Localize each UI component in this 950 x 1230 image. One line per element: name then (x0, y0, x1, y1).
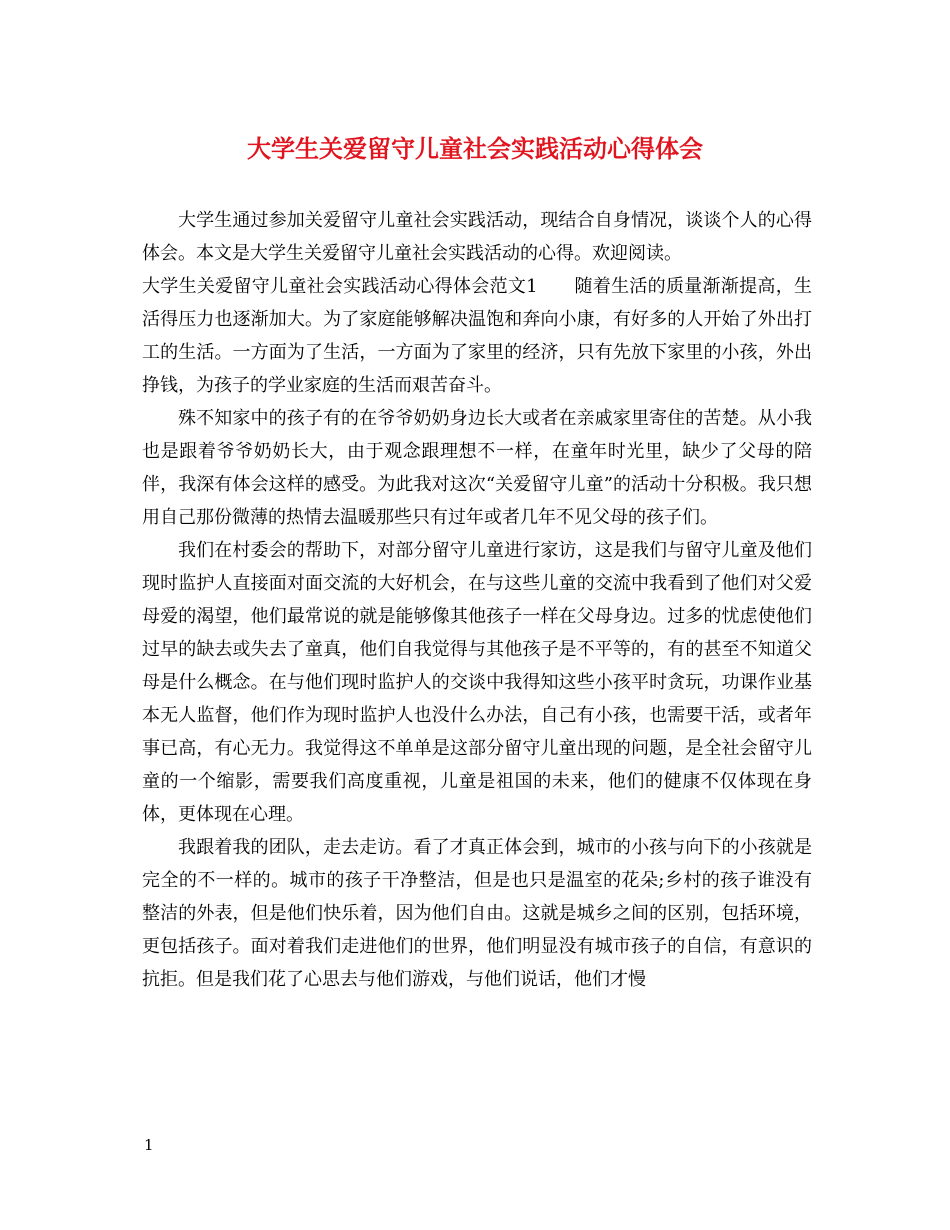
paragraph-sample-heading: 大学生关爱留守儿童社会实践活动心得体会范文1 随着生活的质量渐渐提高，生活得压力也逐渐加大。为了家庭能够解决温饱和奔向小康，有好多的人开始了外出打工的生活。一方面为了生活，一方面为了家里的经济，只有先放下家里的小孩，外出挣钱，为孩子的学业家庭的生活而艰苦奋斗。 (142, 276, 812, 396)
document-title: 大学生关爱留守儿童社会实践活动心得体会 (247, 134, 703, 163)
paragraph-city-rural: 我跟着我的团队，走去走访。看了才真正体会到，城市的小孩与向下的小孩就是完全的不一样的。城市的孩子干净整洁，但是也只是温室的花朵;乡村的孩子谁没有整洁的外表，但是他们快乐着，因为他们自由。这就是城乡之间的区别，包括环境，更包括孩子。面对着我们走进他们的世界，他们明显没有城市孩子的自信，有意识的抗拒。但是我们花了心思去与他们游戏，与他们说话，他们才慢 (142, 837, 812, 990)
paragraph-intro: 大学生通过参加关爱留守儿童社会实践活动，现结合自身情况，谈谈个人的心得体会。本文是大学生关爱留守儿童社会实践活动的心得。欢迎阅读。 (142, 210, 812, 264)
paragraph-childhood: 殊不知家中的孩子有的在爷爷奶奶身边长大或者在亲戚家里寄住的苦楚。从小我也是跟着爷爷奶奶长大，由于观念跟理想不一样，在童年时光里，缺少了父母的陪伴，我深有体会这样的感受。为此我对这次“关爱留守儿童”的活动十分积极。我只想用自己那份微薄的热情去温暖那些只有过年或者几年不见父母的孩子们。 (142, 408, 812, 528)
paragraph-home-visit: 我们在村委会的帮助下，对部分留守儿童进行家访，这是我们与留守儿童及他们现时监护人直接面对面交流的大好机会，在与这些儿童的交流中我看到了他们对父爱母爱的渴望，他们最常说的就是能够像其他孩子一样在父母身边。过多的忧虑使他们过早的缺去或失去了童真，他们自我觉得与其他孩子是不平等的，有的甚至不知道父母是什么概念。在与他们现时监护人的交谈中我得知这些小孩平时贪玩，功课作业基本无人监督，他们作为现时监护人也没什么办法，自己有小孩，也需要干活，或者年事已高，有心无力。我觉得这不单单是这部分留守儿童出现的问题，是全社会留守儿童的一个缩影，需要我们高度重视，儿童是祖国的未来，他们的健康不仅体现在身体，更体现在心理。 (142, 540, 812, 825)
document-body (142, 204, 812, 996)
page-number: 1 (144, 1136, 154, 1154)
